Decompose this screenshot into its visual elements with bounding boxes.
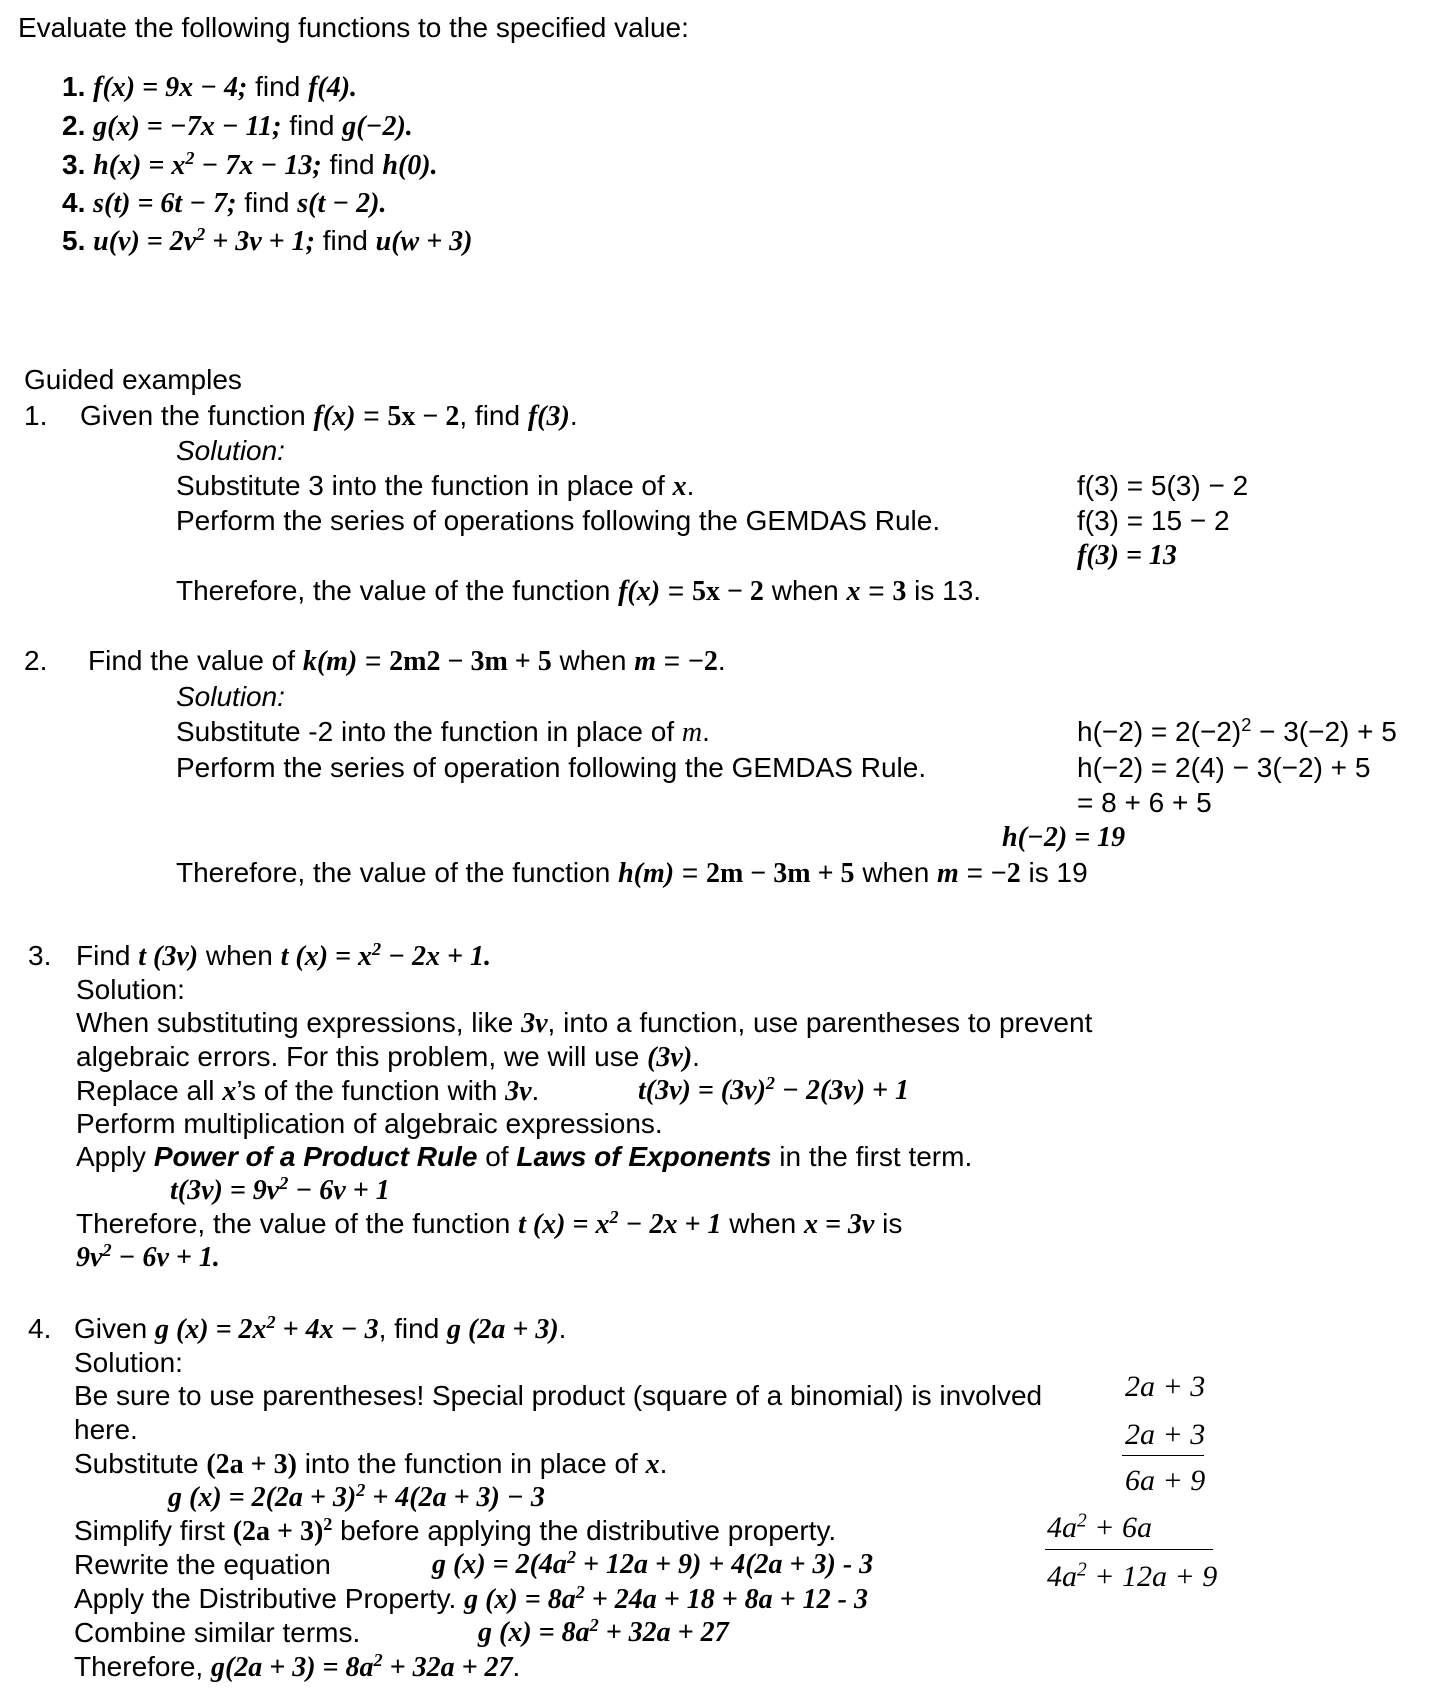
ex2-question: Find the value of k(m) = 2m2 − 3m + 5 when m = −2. (88, 645, 726, 677)
ex4-number: 4. (28, 1313, 52, 1344)
ex1-question: Given the function f(x) = 5x − 2, find f(3). (80, 400, 578, 432)
mult-rule-1 (1122, 1455, 1204, 1456)
ex2-step2: Perform the series of operation following the GEMDAS Rule. (176, 752, 927, 783)
mult-row-1: 2a + 3 (1125, 1370, 1206, 1403)
ex1-calc2: f(3) = 15 − 2 (1077, 505, 1230, 536)
guided-title: Guided examples (24, 364, 242, 395)
ex4-line8-label: Combine similar terms. (74, 1617, 361, 1648)
exercise-3: 3. $h(x) = x^2 - 7x - 13$; find h(0). (62, 148, 438, 181)
mult-row-2: 2a + 3 (1125, 1418, 1206, 1451)
ex1-step2: Perform the series of operations following the GEMDAS Rule. (176, 505, 941, 536)
ex4-line2: here. (74, 1414, 138, 1445)
ex3-line4: Perform multiplication of algebraic expressions. (76, 1108, 663, 1139)
ex4-question: Given g $(x) = 2x^2 + 4x - 3$, find g (2a + 3). (74, 1312, 567, 1345)
ex1-solution-label: Solution: (176, 435, 285, 466)
ex4-line1: Be sure to use parentheses! Special product (square of a binomial) is involved (74, 1380, 1043, 1411)
ex4-line3: Substitute (2a + 3) into the function in place of x. (74, 1448, 668, 1480)
exercise-5: 5. $u(v) = 2v^2 + 3v + 1$; find u(w + 3) (62, 224, 473, 257)
ex4-line8-eq: g $(x) = 8a^2 + 32a + 27$ (478, 1615, 729, 1648)
ex4-line7: Apply the Distributive Property. g $(x) = 8a^2 + 24a + 18 + 8a + 12 - 3$ (74, 1582, 868, 1615)
ex4-substitution: g $(x) = 2(2a + 3)^2 + 4(2a + 3) - 3$ (168, 1480, 545, 1513)
ex4-line6-eq: g $(x) = 2(4a^2 + 12a + 9) + 4(2a + 3) - 3$ (432, 1547, 874, 1580)
ex3-line2: algebraic errors. For this problem, we will use (3v). (76, 1041, 700, 1073)
mult-row-5: $4a^2 + 12a + 9$ (1047, 1559, 1218, 1593)
ex4-solution-label: Solution: (74, 1347, 183, 1378)
ex3-line1: When substituting expressions, like 3v, into a function, use parentheses to prevent (76, 1007, 1093, 1039)
ex3-substitution: $t(3v) = (3v)^2 - 2(3v) + 1$ (638, 1073, 909, 1106)
ex3-line5: Apply Power of a Product Rule of Laws of Exponents in the first term. (76, 1141, 973, 1172)
ex3-line3: Replace all x’s of the function with 3v. (76, 1075, 540, 1107)
ex1-number: 1. (24, 400, 48, 431)
ex2-calc2: h(−2) = 2(4) − 3(−2) + 5 (1077, 752, 1371, 783)
mult-rule-2 (1045, 1549, 1213, 1550)
ex2-conclusion: Therefore, the value of the function h(m) = 2m − 3m + 5 when m = −2 is 19 (176, 857, 1088, 889)
ex2-step1: Substitute -2 into the function in place of m. (176, 716, 710, 748)
ex4-line6-label: Rewrite the equation (74, 1549, 331, 1580)
ex4-conclusion: Therefore, $g(2a + 3) = 8a^2 + 32a + 27$. (74, 1650, 521, 1683)
ex3-conclusion-line1: Therefore, the value of the function t $(x) = x^2 - 2x + 1$ when x = 3v is (76, 1207, 903, 1240)
ex2-calc4: h(−2) = 19 (1002, 822, 1126, 853)
exercise-4: 4. s(t) = 6t − 7; find s(t − 2). (62, 187, 387, 219)
ex4-line5: Simplify first $(2a + 3)^2$ before applying the distributive property. (74, 1514, 837, 1547)
ex3-conclusion-line2: $9v^2 - 6v + 1$. (76, 1240, 220, 1273)
ex3-solution-label: Solution: (76, 974, 185, 1005)
ex2-number: 2. (24, 645, 48, 676)
ex2-calc3: = 8 + 6 + 5 (1077, 787, 1212, 818)
ex3-result: $t(3v) = 9v^2 - 6v + 1$ (170, 1173, 390, 1206)
ex2-solution-label: Solution: (176, 681, 285, 712)
ex1-step1: Substitute 3 into the function in place of x. (176, 470, 695, 502)
ex3-number: 3. (28, 940, 52, 971)
mult-row-3: 6a + 9 (1125, 1464, 1206, 1497)
ex2-calc1: $h(-2) = 2(-2)^2 - 3(-2) + 5$ (1077, 715, 1397, 747)
exercise-2: 2. g(x) = −7x − 11; find g(−2). (62, 110, 413, 142)
ex1-calc3: f(3) = 13 (1077, 540, 1177, 571)
ex3-question: Find t (3v) when t $(x) = x^2 - 2x + 1$. (76, 939, 492, 972)
ex1-conclusion: Therefore, the value of the function f(x) = 5x − 2 when x = 3 is 13. (176, 575, 982, 607)
exercise-1: 1. f(x) = 9x − 4; find f(4). (62, 71, 358, 103)
intro-text: Evaluate the following functions to the specified value: (18, 12, 689, 43)
ex1-calc1: f(3) = 5(3) − 2 (1077, 470, 1249, 501)
mult-row-4: $4a^2 + 6a$ (1047, 1510, 1152, 1544)
